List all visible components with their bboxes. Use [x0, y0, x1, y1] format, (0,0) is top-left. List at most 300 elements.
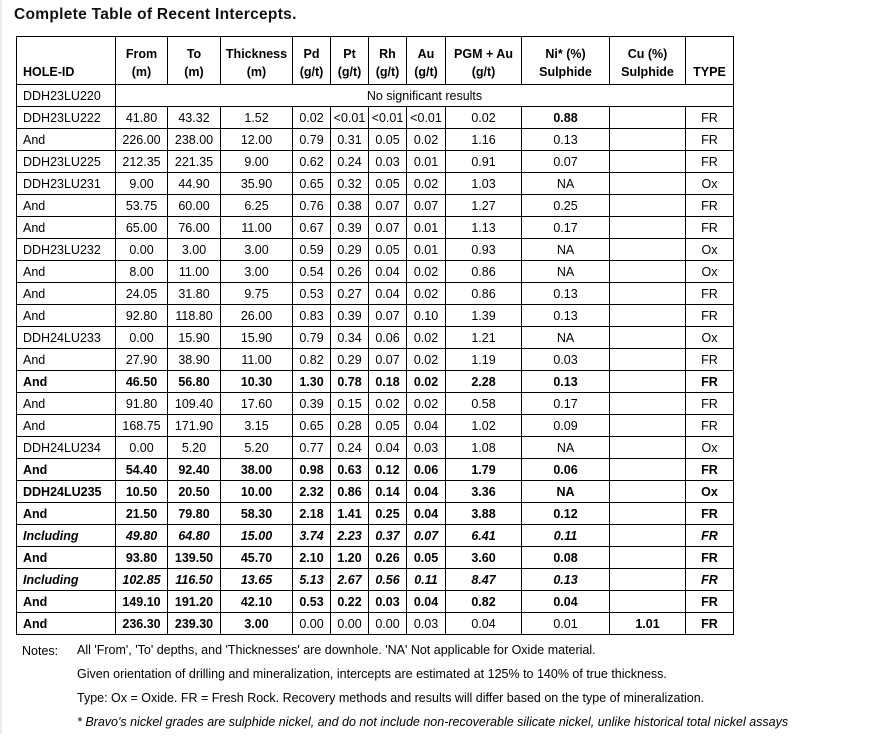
table-cell: 0.13	[522, 129, 610, 151]
table-cell: 1.21	[446, 327, 522, 349]
table-cell: FR	[686, 305, 734, 327]
table-cell: FR	[686, 195, 734, 217]
table-cell: 6.41	[446, 525, 522, 547]
table-cell: 0.00	[331, 613, 369, 635]
table-cell: 0.26	[331, 261, 369, 283]
table-cell: 0.29	[331, 349, 369, 371]
table-cell: FR	[686, 569, 734, 591]
table-cell: 1.39	[446, 305, 522, 327]
table-cell: 0.86	[446, 261, 522, 283]
no-results-cell: No significant results	[116, 85, 734, 107]
table-cell: 0.03	[522, 349, 610, 371]
table-cell: 35.90	[221, 173, 293, 195]
table-cell	[610, 327, 686, 349]
table-cell: 64.80	[168, 525, 221, 547]
table-cell: 93.80	[116, 547, 168, 569]
table-cell: 6.25	[221, 195, 293, 217]
table-cell: 46.50	[116, 371, 168, 393]
table-cell: 9.00	[116, 173, 168, 195]
table-cell: 0.07	[369, 217, 407, 239]
hole-id-cell: Including	[17, 569, 116, 591]
table-cell: 0.63	[331, 459, 369, 481]
table-cell: 0.07	[522, 151, 610, 173]
table-cell: 76.00	[168, 217, 221, 239]
table-cell: 26.00	[221, 305, 293, 327]
table-cell: 1.30	[293, 371, 331, 393]
table-cell: 0.76	[293, 195, 331, 217]
table-row	[17, 393, 734, 415]
table-cell: 212.35	[116, 151, 168, 173]
table-cell: 53.75	[116, 195, 168, 217]
table-cell: 0.11	[522, 525, 610, 547]
table-row	[17, 261, 734, 283]
table-cell: 56.80	[168, 371, 221, 393]
col-header-au: Au (g/t)	[407, 37, 446, 85]
table-cell: 0.07	[369, 305, 407, 327]
hole-id-cell: And	[17, 547, 116, 569]
table-cell: 0.25	[369, 503, 407, 525]
table-cell: Ox	[686, 327, 734, 349]
table-cell: 0.22	[331, 591, 369, 613]
col-header-from: From (m)	[116, 37, 168, 85]
table-cell	[610, 437, 686, 459]
table-cell: FR	[686, 525, 734, 547]
table-cell: FR	[686, 107, 734, 129]
table-cell: 10.50	[116, 481, 168, 503]
table-cell: 0.38	[331, 195, 369, 217]
table-row	[17, 525, 734, 547]
table-cell: FR	[686, 613, 734, 635]
table-row	[17, 173, 734, 195]
table-cell: 0.26	[369, 547, 407, 569]
table-cell: 0.07	[407, 195, 446, 217]
table-cell: 31.80	[168, 283, 221, 305]
table-cell: 0.02	[407, 173, 446, 195]
table-cell: 0.07	[407, 525, 446, 547]
table-cell: 91.80	[116, 393, 168, 415]
table-cell: 0.05	[369, 129, 407, 151]
table-row	[17, 349, 734, 371]
table-cell: 15.00	[221, 525, 293, 547]
table-cell: 0.02	[293, 107, 331, 129]
table-cell: 0.14	[369, 481, 407, 503]
table-row	[17, 195, 734, 217]
table-cell: 15.90	[221, 327, 293, 349]
table-cell: 13.65	[221, 569, 293, 591]
table-cell: 149.10	[116, 591, 168, 613]
table-cell: 0.03	[369, 591, 407, 613]
table-cell	[610, 349, 686, 371]
table-cell: 0.24	[331, 437, 369, 459]
table-cell: 79.80	[168, 503, 221, 525]
table-cell: 1.13	[446, 217, 522, 239]
table-row	[17, 107, 734, 129]
table-cell: 3.00	[221, 261, 293, 283]
table-cell: 168.75	[116, 415, 168, 437]
table-cell: FR	[686, 129, 734, 151]
table-cell: 0.79	[293, 129, 331, 151]
table-cell	[610, 173, 686, 195]
hole-id-cell: Including	[17, 525, 116, 547]
table-cell: 0.12	[369, 459, 407, 481]
hole-id-cell: And	[17, 613, 116, 635]
table-cell: FR	[686, 371, 734, 393]
hole-id-cell: And	[17, 415, 116, 437]
table-cell: 2.10	[293, 547, 331, 569]
table-cell: 3.74	[293, 525, 331, 547]
table-cell: NA	[522, 437, 610, 459]
table-cell: 0.53	[293, 283, 331, 305]
intercepts-table	[16, 36, 734, 635]
hole-id-cell: DDH23LU220	[17, 85, 116, 107]
table-cell: <0.01	[331, 107, 369, 129]
table-cell: 0.09	[522, 415, 610, 437]
table-cell: 21.50	[116, 503, 168, 525]
table-cell: NA	[522, 327, 610, 349]
table-cell: 12.00	[221, 129, 293, 151]
table-cell	[610, 415, 686, 437]
col-header-rh: Rh (g/t)	[369, 37, 407, 85]
hole-id-cell: And	[17, 283, 116, 305]
table-cell	[610, 393, 686, 415]
notes-label: Notes:	[22, 644, 59, 658]
table-cell: 2.67	[331, 569, 369, 591]
table-cell: Ox	[686, 437, 734, 459]
table-cell	[610, 239, 686, 261]
table-cell: 8.47	[446, 569, 522, 591]
table-cell: 41.80	[116, 107, 168, 129]
hole-id-cell: And	[17, 503, 116, 525]
table-cell	[610, 371, 686, 393]
col-header-cu-sulphide: Cu (%) Sulphide	[610, 37, 686, 85]
table-cell: 10.30	[221, 371, 293, 393]
table-cell: 0.05	[407, 547, 446, 569]
table-cell: 0.25	[522, 195, 610, 217]
table-cell: Ox	[686, 239, 734, 261]
table-cell: 0.59	[293, 239, 331, 261]
table-row	[17, 239, 734, 261]
table-cell: 0.00	[116, 437, 168, 459]
table-cell: 0.77	[293, 437, 331, 459]
table-cell: 1.03	[446, 173, 522, 195]
table-cell: 0.00	[369, 613, 407, 635]
table-cell: 0.02	[407, 283, 446, 305]
table-cell	[610, 525, 686, 547]
table-cell: 0.13	[522, 305, 610, 327]
table-cell: 1.16	[446, 129, 522, 151]
table-cell: 0.39	[293, 393, 331, 415]
hole-id-cell: DDH23LU222	[17, 107, 116, 129]
table-cell: 0.86	[331, 481, 369, 503]
table-cell	[610, 261, 686, 283]
hole-id-cell: And	[17, 217, 116, 239]
hole-id-cell: DDH23LU232	[17, 239, 116, 261]
table-row	[17, 437, 734, 459]
table-cell: 1.79	[446, 459, 522, 481]
table-cell: NA	[522, 481, 610, 503]
table-cell: NA	[522, 261, 610, 283]
table-cell	[610, 459, 686, 481]
table-row	[17, 503, 734, 525]
table-row	[17, 415, 734, 437]
table-cell: 0.02	[369, 393, 407, 415]
table-cell: 0.00	[293, 613, 331, 635]
table-cell: 1.08	[446, 437, 522, 459]
table-cell: 0.04	[446, 613, 522, 635]
table-cell	[610, 195, 686, 217]
table-row	[17, 591, 734, 613]
hole-id-cell: DDH24LU235	[17, 481, 116, 503]
table-cell: 3.88	[446, 503, 522, 525]
table-cell: FR	[686, 415, 734, 437]
table-cell: 0.78	[331, 371, 369, 393]
table-cell: 0.03	[369, 151, 407, 173]
hole-id-cell: And	[17, 393, 116, 415]
table-cell: FR	[686, 393, 734, 415]
note-line-3: Type: Ox = Oxide. FR = Fresh Rock. Recovery methods and results will differ based on the type of mineralization.	[77, 691, 705, 705]
table-cell: 0.04	[522, 591, 610, 613]
table-cell: 0.24	[331, 151, 369, 173]
table-cell: 0.02	[407, 349, 446, 371]
table-cell	[610, 481, 686, 503]
table-cell: 0.93	[446, 239, 522, 261]
table-cell: 0.08	[522, 547, 610, 569]
table-row	[17, 569, 734, 591]
table-cell: 0.32	[331, 173, 369, 195]
table-cell: FR	[686, 591, 734, 613]
table-cell: 0.65	[293, 415, 331, 437]
table-cell: 49.80	[116, 525, 168, 547]
table-row	[17, 305, 734, 327]
table-cell: 191.20	[168, 591, 221, 613]
note-line-4: * Bravo's nickel grades are sulphide nickel, and do not include non-recoverable silicate nickel, unlike historical total nickel assays	[77, 715, 789, 729]
table-cell: 0.07	[369, 195, 407, 217]
table-cell: 5.20	[168, 437, 221, 459]
note-line-1: All 'From', 'To' depths, and 'Thicknesses' are downhole. 'NA' Not applicable for Oxide material.	[77, 643, 596, 657]
table-cell: 0.11	[407, 569, 446, 591]
col-header-pgm-au: PGM + Au (g/t)	[446, 37, 522, 85]
table-cell: 0.04	[369, 283, 407, 305]
table-cell: 92.80	[116, 305, 168, 327]
table-cell: 238.00	[168, 129, 221, 151]
table-cell: 38.00	[221, 459, 293, 481]
table-cell: 0.13	[522, 371, 610, 393]
table-cell	[610, 591, 686, 613]
table-cell: 1.20	[331, 547, 369, 569]
note-line-2: Given orientation of drilling and mineralization, intercepts are estimated at 125% to 140% of true thickness.	[77, 667, 667, 681]
table-cell: FR	[686, 547, 734, 569]
table-cell: Ox	[686, 481, 734, 503]
table-cell: FR	[686, 459, 734, 481]
table-cell: 0.06	[522, 459, 610, 481]
table-cell: 239.30	[168, 613, 221, 635]
table-cell	[610, 151, 686, 173]
table-row	[17, 459, 734, 481]
col-header-pd: Pd (g/t)	[293, 37, 331, 85]
page	[2, 0, 882, 739]
col-header-pt: Pt (g/t)	[331, 37, 369, 85]
table-cell: 0.91	[446, 151, 522, 173]
table-row	[17, 327, 734, 349]
table-cell: 0.02	[407, 393, 446, 415]
table-cell: 0.06	[369, 327, 407, 349]
table-cell: 0.29	[331, 239, 369, 261]
table-cell: FR	[686, 503, 734, 525]
table-cell: 2.28	[446, 371, 522, 393]
table-cell: 0.02	[446, 107, 522, 129]
table-cell: 0.01	[522, 613, 610, 635]
table-cell: 0.02	[407, 371, 446, 393]
table-cell: 0.82	[446, 591, 522, 613]
table-cell: Ox	[686, 173, 734, 195]
hole-id-cell: DDH23LU231	[17, 173, 116, 195]
table-cell: 58.30	[221, 503, 293, 525]
table-cell: 24.05	[116, 283, 168, 305]
table-cell: 42.10	[221, 591, 293, 613]
table-row	[17, 217, 734, 239]
col-header-thickness: Thickness (m)	[221, 37, 293, 85]
table-cell: 3.00	[168, 239, 221, 261]
table-cell: 1.52	[221, 107, 293, 129]
table-cell: 9.75	[221, 283, 293, 305]
table-cell: 5.13	[293, 569, 331, 591]
table-cell: FR	[686, 217, 734, 239]
table-cell: 1.02	[446, 415, 522, 437]
table-cell: 0.03	[407, 437, 446, 459]
table-cell: 54.40	[116, 459, 168, 481]
table-cell: 0.62	[293, 151, 331, 173]
table-row	[17, 129, 734, 151]
table-cell: 0.04	[407, 415, 446, 437]
table-cell: FR	[686, 349, 734, 371]
table-cell: 44.90	[168, 173, 221, 195]
table-cell: 0.13	[522, 569, 610, 591]
table-cell: 0.00	[116, 239, 168, 261]
table-cell: 109.40	[168, 393, 221, 415]
col-header-to: To (m)	[168, 37, 221, 85]
table-cell: 0.02	[407, 129, 446, 151]
table-cell: 118.80	[168, 305, 221, 327]
table-row	[17, 371, 734, 393]
col-header-type: TYPE	[686, 37, 734, 85]
table-cell: 0.02	[407, 261, 446, 283]
table-cell: 38.90	[168, 349, 221, 371]
table-cell: 65.00	[116, 217, 168, 239]
table-cell: 0.31	[331, 129, 369, 151]
table-cell: 27.90	[116, 349, 168, 371]
table-cell: NA	[522, 239, 610, 261]
table-cell: 9.00	[221, 151, 293, 173]
table-body	[17, 85, 734, 635]
table-cell: 1.41	[331, 503, 369, 525]
table-cell: 8.00	[116, 261, 168, 283]
table-cell: <0.01	[407, 107, 446, 129]
table-cell: 0.06	[407, 459, 446, 481]
table-cell: 0.39	[331, 305, 369, 327]
table-cell: 102.85	[116, 569, 168, 591]
table-cell: 1.27	[446, 195, 522, 217]
table-cell: 0.58	[446, 393, 522, 415]
table-cell: 0.88	[522, 107, 610, 129]
table-cell: 0.00	[116, 327, 168, 349]
table-cell: 221.35	[168, 151, 221, 173]
table-cell: 0.05	[369, 415, 407, 437]
table-cell: 2.18	[293, 503, 331, 525]
table-cell: 139.50	[168, 547, 221, 569]
table-row	[17, 481, 734, 503]
table-cell: 0.65	[293, 173, 331, 195]
table-cell: 3.60	[446, 547, 522, 569]
table-cell: 1.19	[446, 349, 522, 371]
table-cell: 0.07	[369, 349, 407, 371]
table-cell: 2.23	[331, 525, 369, 547]
table-cell: 0.98	[293, 459, 331, 481]
table-cell: 0.82	[293, 349, 331, 371]
table-cell: 0.10	[407, 305, 446, 327]
table-cell: 0.13	[522, 283, 610, 305]
table-cell: 10.00	[221, 481, 293, 503]
hole-id-cell: DDH24LU233	[17, 327, 116, 349]
table-cell: 0.03	[407, 613, 446, 635]
table-cell: 17.60	[221, 393, 293, 415]
table-row	[17, 613, 734, 635]
hole-id-cell: And	[17, 261, 116, 283]
notes-lines	[77, 643, 788, 739]
table-cell: 0.17	[522, 217, 610, 239]
table-cell	[610, 547, 686, 569]
hole-id-cell: DDH24LU234	[17, 437, 116, 459]
table-header	[17, 37, 734, 85]
table-cell	[610, 569, 686, 591]
table-cell: NA	[522, 173, 610, 195]
table-cell: 0.04	[407, 481, 446, 503]
table-cell: 3.36	[446, 481, 522, 503]
table-cell: 0.05	[369, 173, 407, 195]
table-row	[17, 283, 734, 305]
table-cell: 0.54	[293, 261, 331, 283]
table-cell	[610, 217, 686, 239]
table-cell: 92.40	[168, 459, 221, 481]
table-cell: 45.70	[221, 547, 293, 569]
table-cell: 11.00	[221, 217, 293, 239]
table-cell: 11.00	[221, 349, 293, 371]
table-cell	[610, 129, 686, 151]
hole-id-cell: And	[17, 349, 116, 371]
col-header-ni-sulphide: Ni* (%) Sulphide	[522, 37, 610, 85]
table-cell: 236.30	[116, 613, 168, 635]
table-cell: 0.56	[369, 569, 407, 591]
table-cell: 0.27	[331, 283, 369, 305]
table-row	[17, 151, 734, 173]
hole-id-cell: And	[17, 305, 116, 327]
col-header-hole-id: HOLE-ID	[17, 37, 116, 85]
hole-id-cell: And	[17, 371, 116, 393]
hole-id-cell: DDH23LU225	[17, 151, 116, 173]
hole-id-cell: And	[17, 195, 116, 217]
table-cell: 0.17	[522, 393, 610, 415]
table-cell: 0.04	[369, 437, 407, 459]
table-cell	[610, 107, 686, 129]
hole-id-cell: And	[17, 129, 116, 151]
notes-section	[22, 643, 872, 739]
table-cell: 0.02	[407, 327, 446, 349]
table-cell: 0.01	[407, 151, 446, 173]
table-cell: Ox	[686, 261, 734, 283]
table-cell: 0.04	[369, 261, 407, 283]
header-row	[17, 37, 734, 85]
table-cell: 3.00	[221, 613, 293, 635]
table-cell: 15.90	[168, 327, 221, 349]
